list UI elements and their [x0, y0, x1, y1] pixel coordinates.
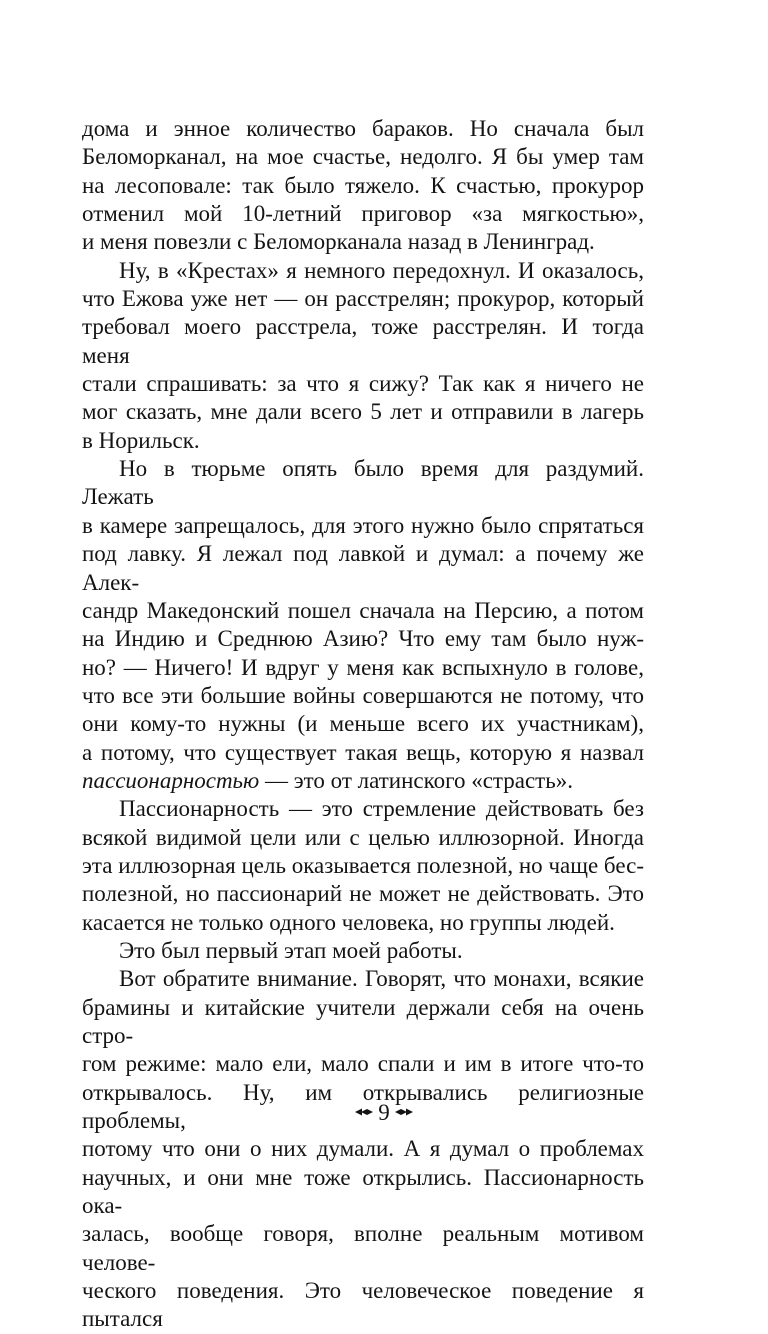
text-line: Вот обратите внимание. Говорят, что монахи, всякие [119, 966, 644, 992]
paragraph-4 [82, 795, 644, 937]
text-line: на Индию и Среднюю Азию? Что ему там было нуж- [82, 626, 644, 652]
text-line: брамины и китайские учители держали себя на очень стро- [82, 994, 644, 1048]
paragraph-3 [82, 455, 644, 795]
text-line: касается не только одного человека, но группы людей. [82, 909, 615, 935]
paragraph-6 [82, 965, 644, 1333]
text-line: ческого поведения. Это человеческое поведение я пытался [82, 1278, 644, 1332]
text-line: под лавку. Я лежал под лавкой и думал: а почему же Алек- [82, 541, 644, 595]
text-line: гом режиме: мало ели, мало спали и им в итоге что-то [82, 1051, 644, 1077]
text-line: научных, и они мне тоже открылись. Пассионарность ока- [82, 1164, 644, 1219]
page-body [82, 115, 644, 1334]
paragraph-1 [82, 115, 644, 257]
paragraph-2 [82, 257, 644, 455]
text-line: всякой видимой цели или с целью иллюзорной. Иногда [82, 824, 644, 850]
text-line: Это был первый этап моей работы. [119, 937, 463, 963]
text-line: но? — Ничего! И вдруг у меня как вспыхнуло в голове, [82, 654, 644, 680]
page-number-footer [0, 1100, 768, 1126]
text-line: Пассионарность — это стремление действовать без [119, 796, 644, 822]
text-line [82, 767, 644, 795]
text-line: они кому-то нужны (и меньше всего их участникам), [82, 711, 644, 737]
page-number: 9 [378, 1100, 390, 1125]
text-fragment: — это от латинского «страсть». [259, 767, 573, 793]
text-line: открывалось. Ну, им открывались религиозные проблемы, [82, 1079, 644, 1134]
text-line: отменил мой 10-летний приговор «за мягкостью», [82, 201, 644, 227]
text-line: эта иллюзорная цель оказывается полезной, но чаще бес- [82, 852, 644, 878]
right-ornament-icon [393, 1105, 413, 1122]
text-line: Но в тюрьме опять было время для раздумий. Лежать [82, 456, 644, 510]
text-line: что Ежова уже нет — он расстрелян; прокурор, который [82, 286, 644, 312]
text-line: требовал моего расстрела, тоже расстрелян. И тогда меня [82, 314, 644, 368]
paragraph-5 [82, 937, 644, 965]
text-line: Ну, в «Крестах» я немного передохнул. И оказалось, [119, 257, 644, 283]
text-line: дома и энное количество бараков. Но сначала был [82, 116, 644, 141]
text-line: что все эти большие войны совершаются не потому, что [82, 682, 644, 708]
text-line: сандр Македонский пошел сначала на Персию, а потом [82, 597, 644, 623]
text-line: и меня повезли с Беломорканала назад в Ленинград. [82, 229, 595, 255]
text-line: Беломорканал, на мое счастье, недолго. Я бы умер там [82, 144, 644, 170]
text-line: на лесоповале: так было тяжело. К счастью, прокурор [82, 172, 644, 198]
left-ornament-icon [355, 1105, 375, 1122]
text-line: потому что они о них думали. А я думал о проблемах [82, 1136, 644, 1162]
text-line: в Норильск. [82, 427, 200, 453]
text-line: а потому, что существует такая вещь, которую я назвал [82, 739, 644, 765]
text-line: мог сказать, мне дали всего 5 лет и отправили в лагерь [82, 399, 644, 425]
text-line: стали спрашивать: за что я сижу? Так как я ничего не [82, 371, 644, 397]
text-line: залась, вообще говоря, вполне реальным мотивом челове- [82, 1221, 644, 1275]
italic-term: пассионарностью [82, 767, 260, 793]
text-line: в камере запрещалось, для этого нужно было спрятаться [82, 512, 644, 538]
text-line: полезной, но пассионарий не может не действовать. Это [82, 881, 644, 907]
